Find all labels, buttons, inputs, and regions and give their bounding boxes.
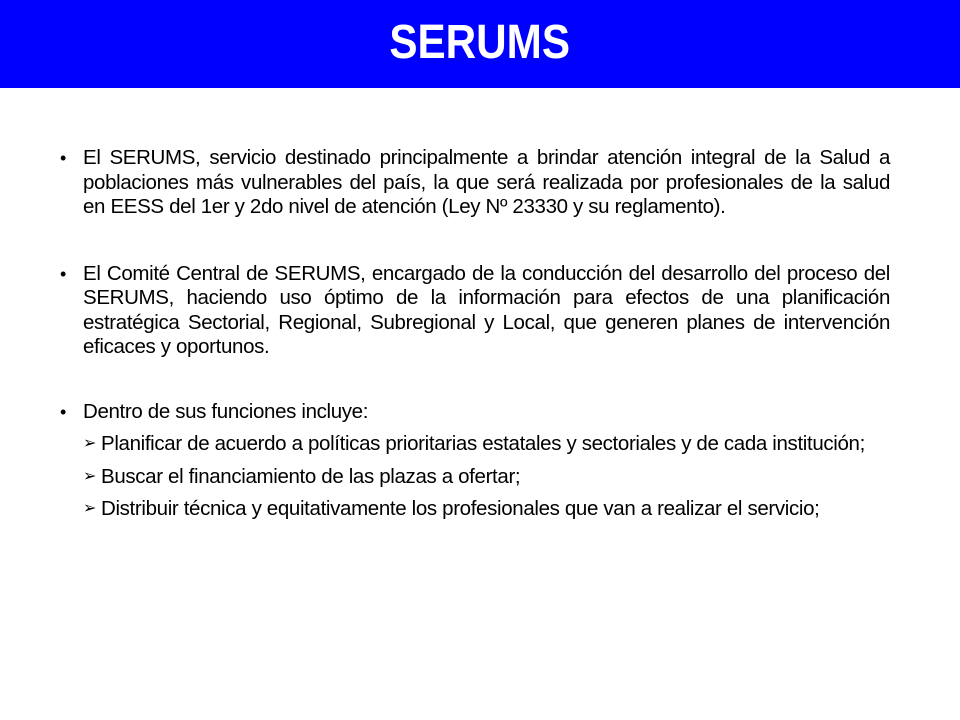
bullet-dot-icon: • (60, 401, 66, 422)
slide-content (60, 140, 890, 530)
bullet-text: El Comité Central de SERUMS, encargado de la conducción del desarrollo del proceso del SERUMS, haciendo uso óptimo de la información para efectos de una planificación estratégica Sectorial, Regional, Subregional y Local, que generen planes de intervención eficaces y oportunos. (83, 261, 890, 358)
arrow-bullet-icon: ➢ (83, 467, 97, 485)
sub-bullet-text: Distribuir técnica y equitativamente los profesionales que van a realizar el servicio; (101, 497, 820, 520)
arrow-bullet-icon: ➢ (83, 435, 97, 452)
bullet-item (60, 262, 890, 360)
slide-title: SERUMS (389, 15, 571, 69)
sub-bullet-list (60, 432, 890, 522)
bullet-dot-icon: • (60, 263, 66, 284)
bullet-text: Dentro de sus funciones incluye: (83, 399, 369, 423)
bullet-item (60, 146, 890, 220)
sub-bullet-text: Buscar el financiamiento de las plazas a ofertar; (101, 464, 521, 488)
sub-bullet-item (83, 465, 890, 490)
title-bar (0, 0, 960, 88)
sub-bullet-text: Planificar de acuerdo a políticas prioritarias estatales y sectoriales y de cada institución; (101, 432, 865, 455)
bullet-text: El SERUMS, servicio destinado principalmente a brindar atención integral de la Salud a poblaciones más vulnerables del país, la que será realizada por profesionales de la salud en EESS del 1er y 2do nivel de atención (Ley Nº 23330 y su reglamento). (83, 146, 890, 218)
sub-bullet-item (83, 497, 890, 522)
sub-bullet-item (83, 432, 890, 457)
bullet-item (60, 400, 890, 425)
bullet-dot-icon: • (60, 148, 66, 168)
arrow-bullet-icon: ➢ (83, 500, 97, 517)
